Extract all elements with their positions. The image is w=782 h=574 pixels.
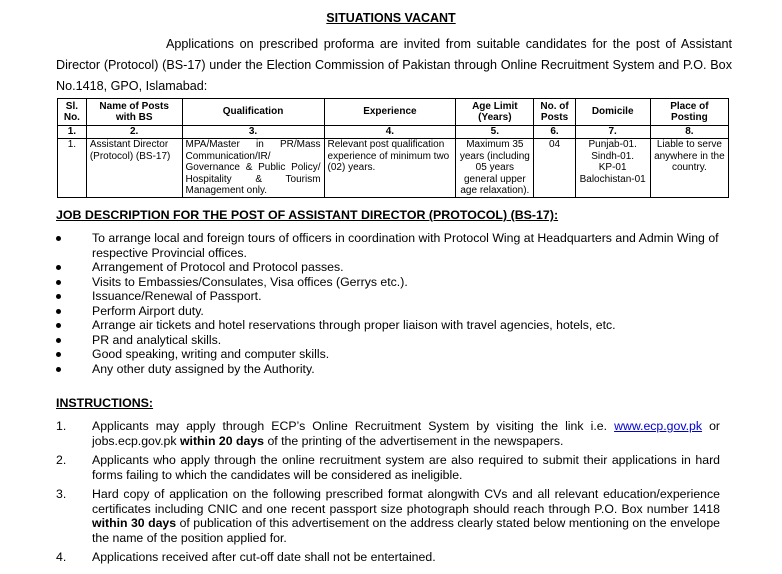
column-number: 1.	[58, 126, 87, 139]
column-number: 3.	[182, 126, 324, 139]
header-qualification: Qualification	[182, 99, 324, 126]
instruction-number: 1.	[56, 419, 67, 433]
header-no-of-posts: No. of Posts	[534, 99, 575, 126]
bullet-icon	[56, 352, 61, 357]
instruction-text: Applicants may apply through ECP’s Online Recruitment System by visiting the link i.e.	[92, 419, 607, 433]
list-item	[56, 318, 726, 333]
bullet-icon	[56, 323, 61, 328]
instruction-text: Applications received after cut-off date shall not be entertained.	[92, 550, 436, 564]
posts-table	[57, 98, 729, 198]
bullet-icon	[56, 236, 61, 241]
instruction-item	[56, 453, 720, 482]
table-number-row	[58, 126, 729, 139]
domicile-balochistan: Balochistan-01	[579, 173, 646, 185]
list-item	[56, 362, 726, 377]
cell-sl-no: 1.	[58, 139, 87, 198]
list-item	[56, 333, 726, 348]
table-row	[58, 139, 729, 198]
duty-text: To arrange local and foreign tours of officers in coordination with Protocol Wing at Headquarters and Admin Wing of respective Provincial offices.	[92, 231, 719, 260]
instructions-heading: INSTRUCTIONS:	[56, 396, 154, 410]
list-item	[56, 231, 726, 260]
duty-text: Issuance/Renewal of Passport.	[92, 289, 262, 303]
cell-post-name: Assistant Director (Protocol) (BS-17)	[86, 139, 182, 198]
instruction-number: 4.	[56, 550, 67, 564]
column-number: 8.	[650, 126, 728, 139]
instruction-text: of the printing of the advertisement in the newspapers.	[267, 433, 564, 448]
list-item	[56, 260, 726, 275]
deadline-emphasis: within 20 days	[179, 433, 265, 448]
column-number: 2.	[86, 126, 182, 139]
intro-paragraph: Applications on prescribed proforma are invited from suitable candidates for the post of Assistant Director (Protocol) (BS-17) under the Election Commission of Pakistan through Online Recruitment System and P.O. Box No.1418, GPO, Islamabad:	[56, 37, 732, 93]
ecp-website-link[interactable]: www.ecp.gov.pk	[614, 419, 703, 433]
bullet-icon	[56, 280, 61, 285]
header-domicile: Domicile	[575, 99, 650, 126]
domicile-sindh: Sindh-01.	[591, 150, 635, 162]
list-item	[56, 347, 726, 362]
list-item	[56, 289, 726, 304]
header-sl-no: Sl. No.	[58, 99, 87, 126]
domicile-punjab: Punjab-01.	[588, 139, 637, 150]
instruction-text: Hard copy of application on the following prescribed format alongwith CVs and all relevant education/experience certificates including CNIC and one recent passport size photograph should reach through P.O. Box number 1418	[92, 487, 720, 516]
domicile-kp: KP-01	[598, 162, 627, 173]
cell-experience: Relevant post qualification experience of minimum two (02) years.	[324, 139, 456, 198]
cell-no-of-posts: 04	[534, 139, 575, 198]
duty-text: Perform Airport duty.	[92, 303, 204, 318]
column-number: 4.	[324, 126, 456, 139]
instructions-list	[56, 419, 720, 565]
bullet-icon	[56, 309, 61, 314]
header-post-name: Name of Posts with BS	[86, 99, 182, 126]
header-place-of-posting: Place of Posting	[650, 99, 728, 126]
duty-text: Arrangement of Protocol and Protocol passes.	[92, 260, 344, 274]
instruction-text: of publication of this advertisement on the address clearly stated below mentioning on the envelope the name of the position applied for.	[92, 516, 721, 545]
instruction-item	[56, 419, 720, 448]
bullet-icon	[56, 294, 61, 299]
duty-text: Arrange air tickets and hotel reservations through proper liaison with travel agencies, hotels, etc.	[92, 318, 616, 332]
column-number: 6.	[534, 126, 575, 139]
instruction-text: Applicants who apply through the online recruitment system are also required to submit their applications in hard forms failing to which the candidates will be considered as ineligible.	[92, 453, 720, 482]
column-number: 7.	[575, 126, 650, 139]
list-item	[56, 275, 726, 290]
cell-age-limit: Maximum 35 years (including 05 years general upper age relaxation).	[456, 139, 534, 198]
duty-text: Good speaking, writing and computer skills.	[92, 347, 330, 361]
list-item	[56, 304, 726, 319]
column-number: 5.	[456, 126, 534, 139]
instruction-number: 2.	[56, 453, 67, 467]
bullet-icon	[56, 367, 61, 372]
cell-qualification: MPA/Master in PR/Mass Communication/IR/ Governance & Public Policy/ Hospitality & Tourism Management only.	[182, 139, 324, 198]
instruction-number: 3.	[56, 487, 67, 501]
cell-domicile	[575, 139, 650, 198]
instruction-item	[56, 487, 720, 545]
duty-text: Visits to Embassies/Consulates, Visa offices (Gerrys etc.).	[92, 274, 408, 289]
cell-place-of-posting: Liable to serve anywhere in the country.	[650, 139, 728, 198]
instruction-text: or jobs.ecp.gov.pk	[92, 419, 721, 448]
header-age-limit: Age Limit (Years)	[456, 99, 534, 126]
table-header-row	[58, 99, 729, 126]
deadline-emphasis: within 30 days	[92, 516, 177, 530]
bullet-icon	[56, 338, 61, 343]
page-title: SITUATIONS VACANT	[326, 11, 456, 25]
duties-list	[56, 231, 726, 376]
instruction-item	[56, 550, 720, 565]
bullet-icon	[56, 265, 61, 270]
duty-text: Any other duty assigned by the Authority.	[92, 361, 315, 376]
duty-text: PR and analytical skills.	[92, 332, 222, 347]
job-description-heading: JOB DESCRIPTION FOR THE POST OF ASSISTANT DIRECTOR (PROTOCOL) (BS-17):	[56, 208, 559, 222]
header-experience: Experience	[324, 99, 456, 126]
